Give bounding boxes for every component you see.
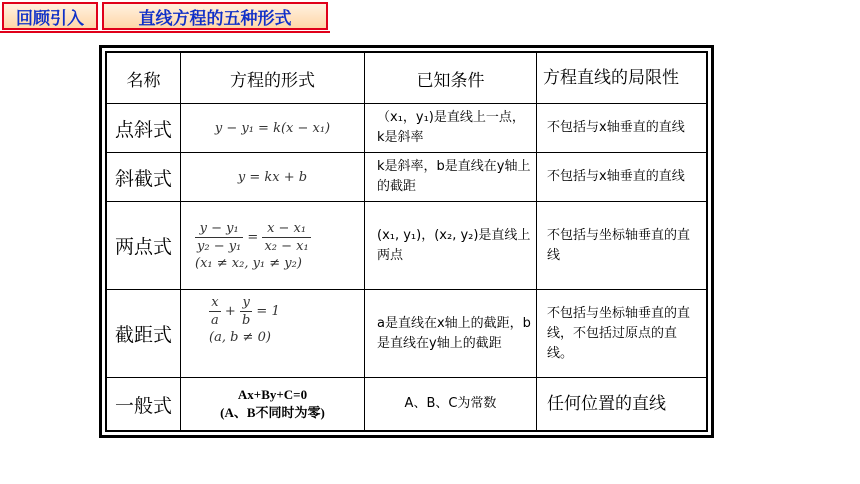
general-formula-note: (A、B不同时为零)	[220, 405, 325, 420]
row-formula	[181, 378, 365, 431]
row-formula: y − y₁ = k(x − x₁)	[181, 104, 365, 153]
table-row	[107, 290, 707, 378]
row-formula: y = kx + b	[181, 153, 365, 202]
table-row	[107, 104, 707, 153]
frac-denominator: y₂ − y₁	[197, 238, 242, 254]
intro-tag: 回顾引入	[2, 2, 98, 30]
row-name: 截距式	[107, 290, 181, 378]
header-limitation: 方程直线的局限性	[537, 53, 707, 104]
formula-condition: (a, b ≠ 0)	[209, 330, 271, 345]
row-condition: a是直线在x轴上的截距，b是直线在y轴上的截距	[365, 290, 537, 378]
frac-numerator: x − x₁	[262, 220, 310, 238]
row-formula	[181, 202, 365, 290]
row-limitation: 不包括与坐标轴垂直的直线	[537, 202, 707, 290]
row-limitation: 任何位置的直线	[537, 378, 707, 431]
table-row	[107, 202, 707, 290]
row-limitation: 不包括与x轴垂直的直线	[537, 104, 707, 153]
frac-denominator: x₂ − x₁	[264, 238, 309, 254]
header-condition: 已知条件	[365, 53, 537, 104]
frac-numerator: x	[209, 294, 221, 312]
table-frame	[99, 45, 714, 438]
frac-denominator: a	[211, 313, 219, 328]
frac-denominator: b	[241, 313, 251, 328]
title-underline	[0, 31, 330, 33]
row-condition: （x₁，y₁)是直线上一点，k是斜率	[365, 104, 537, 153]
plus-sign: +	[224, 304, 236, 319]
table-row	[107, 153, 707, 202]
table-row	[107, 378, 707, 431]
row-condition: A、B、C为常数	[365, 378, 537, 431]
equals-one: = 1	[256, 304, 280, 319]
row-limitation: 不包括与坐标轴垂直的直线，不包括过原点的直线。	[537, 290, 707, 378]
row-condition: (x₁, y₁)，(x₂, y₂)是直线上两点	[365, 202, 537, 290]
row-name: 斜截式	[107, 153, 181, 202]
row-name: 一般式	[107, 378, 181, 431]
row-condition: k是斜率，b是直线在y轴上的截距	[365, 153, 537, 202]
frac-numerator: y	[240, 294, 252, 312]
line-equation-table	[106, 52, 707, 431]
frac-numerator: y − y₁	[195, 220, 243, 238]
equals-sign: =	[247, 229, 259, 245]
header-name: 名称	[107, 53, 181, 104]
row-limitation: 不包括与x轴垂直的直线	[537, 153, 707, 202]
table-header-row	[107, 53, 707, 104]
row-name: 两点式	[107, 202, 181, 290]
title-tag: 直线方程的五种形式	[102, 2, 328, 30]
general-formula: Ax+By+C=0	[237, 387, 308, 402]
row-name: 点斜式	[107, 104, 181, 153]
row-formula	[181, 290, 365, 378]
formula-condition: (x₁ ≠ x₂, y₁ ≠ y₂)	[195, 255, 302, 271]
header-form: 方程的形式	[181, 53, 365, 104]
